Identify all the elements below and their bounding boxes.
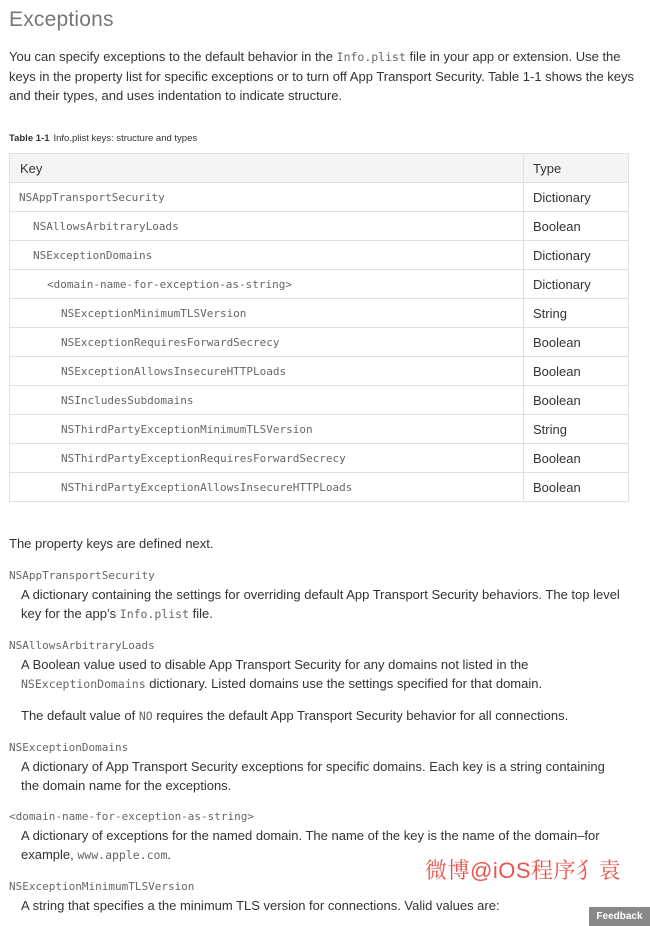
watermark-text: 微博@iOS程序犭袁 [425,858,622,883]
definition-ats [21,585,621,624]
type-cell: Dictionary [524,183,629,212]
definitions-intro: The property keys are defined next. [9,536,214,551]
table-row [10,328,629,357]
table-caption-text: Info.plist keys: structure and types [53,133,198,144]
definition-code: www.apple.com [77,848,168,862]
key-cell: NSThirdPartyExceptionMinimumTLSVersion [10,415,524,444]
key-cell: NSExceptionMinimumTLSVersion [10,299,524,328]
definition-term-domain-name: <domain-name-for-exception-as-string> [9,810,255,823]
page-title: Exceptions [9,8,114,31]
definition-term-arbitrary-loads: NSAllowsArbitraryLoads [9,639,155,652]
table-row [10,386,629,415]
definition-term-exception-domains: NSExceptionDomains [9,741,129,754]
definition-code: NO [138,709,153,723]
definition-text: A dictionary containing the settings for overriding default App Transport Security behaviors. The top level key for the app’s [21,587,620,621]
plist-keys-table [9,153,629,502]
key-cell: NSThirdPartyExceptionRequiresForwardSecrecy [10,444,524,473]
table-row [10,212,629,241]
definition-min-tls-version: A string that specifies a the minimum TLS version for connections. Valid values are: [21,898,500,913]
key-cell: NSAppTransportSecurity [10,183,524,212]
intro-text-start: You can specify exceptions to the default behavior in the [9,49,337,64]
key-cell: NSExceptionDomains [10,241,524,270]
intro-text-end: file in your app or extension. Use the keys in the property list for specific exceptions or to turn off App Transport Security. Table 1-1 shows the keys and their types, and uses indentation to indicate structure. [9,49,635,103]
table-row [10,357,629,386]
definition-term-ats: NSAppTransportSecurity [9,569,155,582]
definition-arbitrary-loads [21,655,621,694]
table-row [10,183,629,212]
table-row [10,473,629,502]
intro-code-info-plist: Info.plist [336,50,406,64]
definition-text: The default value of [21,708,139,723]
type-cell: Boolean [524,212,629,241]
definition-arbitrary-loads-default [21,706,621,726]
type-cell: String [524,299,629,328]
key-cell: NSIncludesSubdomains [10,386,524,415]
definition-text: . [167,847,172,862]
type-cell: Boolean [524,357,629,386]
type-cell: Boolean [524,328,629,357]
table-row [10,241,629,270]
type-cell: Boolean [524,386,629,415]
definition-code: Info.plist [119,607,190,621]
table-row [10,299,629,328]
table-caption [9,133,197,144]
key-cell: <domain-name-for-exception-as-string> [10,270,524,299]
definition-text: dictionary. Listed domains use the settings specified for that domain. [145,676,543,691]
definition-text: file. [189,606,213,621]
column-header-type: Type [524,154,629,183]
key-cell: NSExceptionRequiresForwardSecrecy [10,328,524,357]
type-cell: Dictionary [524,270,629,299]
key-cell: NSAllowsArbitraryLoads [10,212,524,241]
type-cell: Boolean [524,473,629,502]
table-row [10,270,629,299]
table-row [10,415,629,444]
type-cell: Boolean [524,444,629,473]
key-cell: NSThirdPartyExceptionAllowsInsecureHTTPLoads [10,473,524,502]
definition-text: A Boolean value used to disable App Transport Security for any domains not listed in the [21,657,529,672]
type-cell: String [524,415,629,444]
type-cell: Dictionary [524,241,629,270]
definition-term-min-tls-version: NSExceptionMinimumTLSVersion [9,880,195,893]
column-header-key: Key [10,154,524,183]
key-cell: NSExceptionAllowsInsecureHTTPLoads [10,357,524,386]
definition-exception-domains: A dictionary of App Transport Security exceptions for specific domains. Each key is a string containing the domain name for the exceptions. [21,759,605,793]
definition-text: A dictionary of exceptions for the named domain. The name of the key is the name of the domain–for example, [21,828,600,862]
table-caption-number: Table 1-1 [9,133,50,144]
intro-paragraph [9,47,637,105]
table-header-row [10,154,629,183]
definition-code: NSExceptionDomains [21,677,146,691]
feedback-button[interactable]: Feedback [589,907,650,926]
table-row [10,444,629,473]
definition-text: requires the default App Transport Security behavior for all connections. [152,708,569,723]
